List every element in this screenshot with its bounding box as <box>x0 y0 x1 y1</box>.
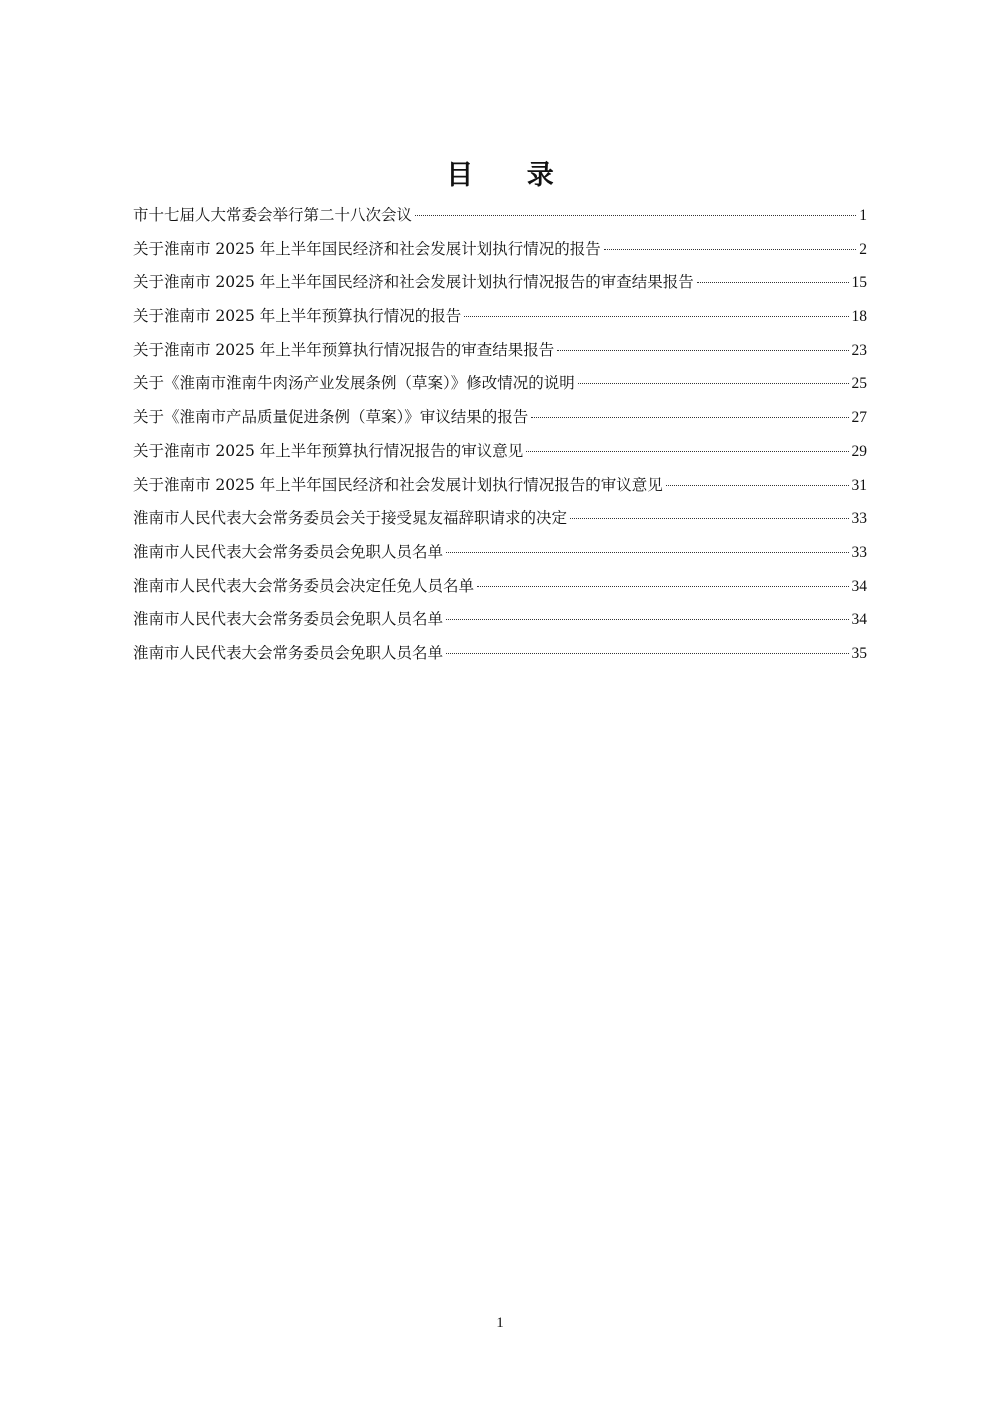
toc-entry-page: 35 <box>851 644 867 662</box>
toc-dot-leader <box>578 383 849 384</box>
toc-dot-leader <box>415 215 856 216</box>
toc-entry-page: 33 <box>851 543 867 561</box>
toc-dot-leader <box>531 417 848 418</box>
toc-entry-title: 关于淮南市 2025 年上半年国民经济和社会发展计划执行情况报告的审议意见 <box>133 475 663 494</box>
toc-entry-page: 18 <box>851 308 867 326</box>
toc-entry-title: 关于淮南市 2025 年上半年国民经济和社会发展计划执行情况报告的审查结果报告 <box>133 273 694 292</box>
toc-entry[interactable] <box>133 266 867 300</box>
toc-entry-page: 29 <box>851 442 867 460</box>
toc-entry-title: 淮南市人民代表大会常务委员会关于接受晁友福辞职请求的决定 <box>133 509 568 528</box>
toc-entry-page: 15 <box>851 274 867 292</box>
toc-entry-title: 淮南市人民代表大会常务委员会免职人员名单 <box>133 643 444 662</box>
toc-dot-leader <box>526 451 848 452</box>
toc-entry[interactable] <box>133 637 867 671</box>
toc-dot-leader <box>570 518 848 519</box>
toc-entry-page: 34 <box>851 611 867 629</box>
toc-entry-page: 31 <box>851 476 867 494</box>
toc-entry[interactable] <box>133 401 867 435</box>
toc-entry[interactable] <box>133 367 867 401</box>
toc-entry[interactable] <box>133 199 867 233</box>
toc-entry-page: 25 <box>851 375 867 393</box>
toc-entry[interactable] <box>133 570 867 604</box>
toc-entry-title: 淮南市人民代表大会常务委员会免职人员名单 <box>133 542 444 561</box>
toc-entry[interactable] <box>133 233 867 267</box>
toc-dot-leader <box>446 552 848 553</box>
toc-entry[interactable] <box>133 536 867 570</box>
toc-entry-title: 关于淮南市 2025 年上半年预算执行情况报告的审查结果报告 <box>133 340 555 359</box>
toc-dot-leader <box>464 316 848 317</box>
toc-entry-title: 关于淮南市 2025 年上半年国民经济和社会发展计划执行情况的报告 <box>133 239 601 258</box>
toc-entry-page: 27 <box>851 409 867 427</box>
toc-entry-title: 淮南市人民代表大会常务委员会免职人员名单 <box>133 610 444 629</box>
toc-entry[interactable] <box>133 469 867 503</box>
toc-entry-page: 34 <box>851 577 867 595</box>
toc-dot-leader <box>604 249 856 250</box>
toc-dot-leader <box>446 653 848 654</box>
page-number: 1 <box>496 1315 504 1331</box>
table-of-contents <box>133 199 867 671</box>
toc-entry-title: 淮南市人民代表大会常务委员会决定任免人员名单 <box>133 576 475 595</box>
toc-entry-title: 关于《淮南市淮南牛肉汤产业发展条例（草案）》修改情况的说明 <box>133 374 575 393</box>
toc-entry-page: 2 <box>859 240 867 258</box>
toc-entry[interactable] <box>133 502 867 536</box>
toc-entry-page: 23 <box>851 341 867 359</box>
toc-entry-page: 1 <box>859 207 867 224</box>
toc-entry[interactable] <box>133 435 867 469</box>
toc-dot-leader <box>477 586 848 587</box>
toc-entry[interactable] <box>133 603 867 637</box>
toc-dot-leader <box>446 619 848 620</box>
toc-entry-title: 关于《淮南市产品质量促进条例（草案）》审议结果的报告 <box>133 408 529 427</box>
toc-entry[interactable] <box>133 334 867 368</box>
toc-dot-leader <box>697 282 849 283</box>
toc-title: 目 录 <box>446 160 576 191</box>
toc-dot-leader <box>557 350 848 351</box>
toc-entry-title: 市十七届人大常委会举行第二十八次会议 <box>133 206 413 224</box>
toc-entry-page: 33 <box>851 510 867 528</box>
toc-entry-title: 关于淮南市 2025 年上半年预算执行情况的报告 <box>133 307 462 326</box>
toc-dot-leader <box>666 485 849 486</box>
toc-entry-title: 关于淮南市 2025 年上半年预算执行情况报告的审议意见 <box>133 441 524 460</box>
toc-entry[interactable] <box>133 300 867 334</box>
